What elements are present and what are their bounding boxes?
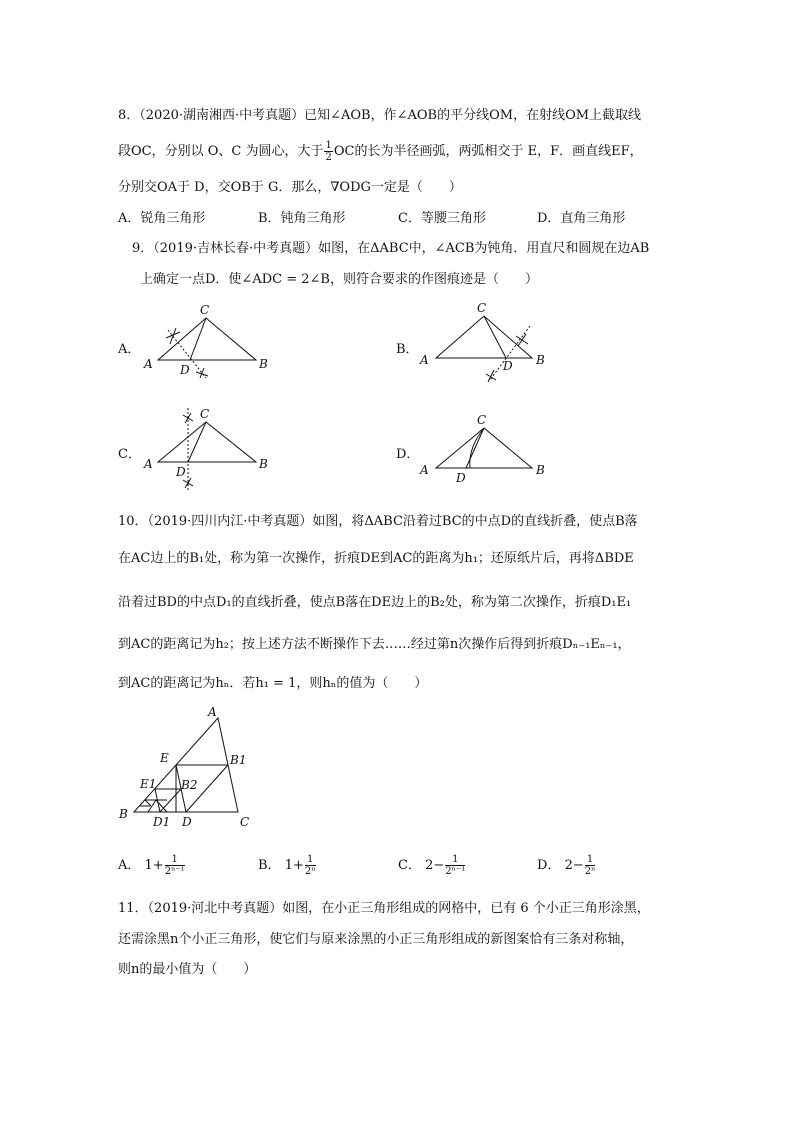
q10-line-5: 到AC的距离记为hₙ．若h₁ = 1，则hₙ的值为（ ） [118,676,428,691]
q8-option-c[interactable]: C．等腰三角形 [398,211,486,226]
q8-line-2-end: OC的长为半径画弧，两弧相交于 E，F．画直线EF， [333,144,643,159]
q10-label-b1: B1 [230,753,247,767]
q9b-label-c: C [477,301,487,315]
q10-line-4: 到AC的距离记为h₂；按上述方法不断操作下去……经过第n次操作后得到折痕Dₙ₋₁Eₙ₋₁， [118,637,631,652]
q9a-label-d: D [180,363,190,377]
q10-label-e1: E1 [140,777,157,791]
q10-label-d1: D1 [153,815,171,829]
q8-line-1: 8．（2020·湖南湘西·中考真题）已知∠AOB，作∠AOB的平分线OM，在射线OM上截取线 [118,108,642,123]
q9a-label-c: C [200,303,210,317]
q10-option-b[interactable]: B． 1+ $\frac{1}{\text{2ⁿ}}$ [258,854,316,877]
q9-option-a-label[interactable]: A． [118,342,141,357]
q9d-label-c: C [477,413,487,427]
q8-option-a[interactable]: A．锐角三角形 [118,211,206,226]
q8-line-2-start: 段OC，分别以 O、C 为圆心，大于 [118,144,324,159]
q10-option-c[interactable]: C． 2− $\frac{1}{\text{2ⁿ⁻¹}}$ [398,854,466,877]
q10-label-b2: B2 [181,778,198,792]
q9b-label-b: B [536,353,545,367]
q9c-label-c: C [200,407,210,421]
q11-line-3: 则n的最小值为（ ） [118,962,257,977]
q10-label-c: C [240,815,250,829]
q10-label-e: E [160,751,169,765]
q11-line-2: 还需涂黑n个小正三角形，使它们与原来涂黑的小正三角形组成的新图案恰有三条对称轴， [118,932,634,947]
q8-option-d[interactable]: D．直角三角形 [537,211,626,226]
q10-line-2: 在AC边上的B₁处，称为第一次操作，折痕DE到AC的距离为h₁；还原纸片后，再将ΔBDE [118,551,634,566]
q10-option-d[interactable]: D． 2− $\frac{1}{\text{2ⁿ}}$ [537,854,596,877]
q8-option-b[interactable]: B．钝角三角形 [258,211,346,226]
q10-option-a[interactable]: A． 1+ $\frac{1}{\text{2ⁿ⁻¹}}$ [118,854,185,877]
q10-label-a: A [208,705,217,719]
q9d-label-d: D [456,471,466,485]
q9d-label-b: B [536,463,545,477]
q9c-label-b: B [259,457,268,471]
q9-option-d-label[interactable]: D． [396,447,420,462]
q9a-label-a: A [144,357,153,371]
q9d-label-a: A [420,463,429,477]
q9b-label-a: A [420,353,429,367]
q11-line-1: 11．（2019·河北中考真题）如图，在小正三角形组成的网格中，已有 6 个小正三角形涂黑， [118,901,650,916]
q10-line-1: 10．（2019·四川内江·中考真题）如图，将ΔABC沿着过BC的中点D的直线折叠，使点B落 [118,514,638,529]
q9-line-1: 9．（2019·吉林长春·中考真题）如图，在ΔABC中，∠ACB为钝角．用直尺和圆规在边AB [132,241,650,256]
q8-line-3: 分别交OA于 D，交OB于 G．那么，∇ODG一定是（ ） [118,180,462,195]
q9c-label-a: A [144,457,153,471]
q10-line-3: 沿着过BD的中点D₁的直线折叠，使点B落在DE边上的B₂处，称为第二次操作，折痕D₁E₁ [118,595,632,610]
q10-label-d: D [182,815,192,829]
q9c-label-d: D [176,465,186,479]
q9b-label-d: D [503,359,513,373]
q8-fraction: $\frac{1}{2}$ [325,140,332,163]
q9a-label-b: B [259,357,268,371]
q10-label-b: B [119,807,128,821]
q9-line-2: 上确定一点D．使∠ADC = 2∠B，则符合要求的作图痕迹是（ ） [140,272,538,287]
q9-option-b-label[interactable]: B． [396,342,419,357]
q9-option-c-label[interactable]: C． [118,447,141,462]
